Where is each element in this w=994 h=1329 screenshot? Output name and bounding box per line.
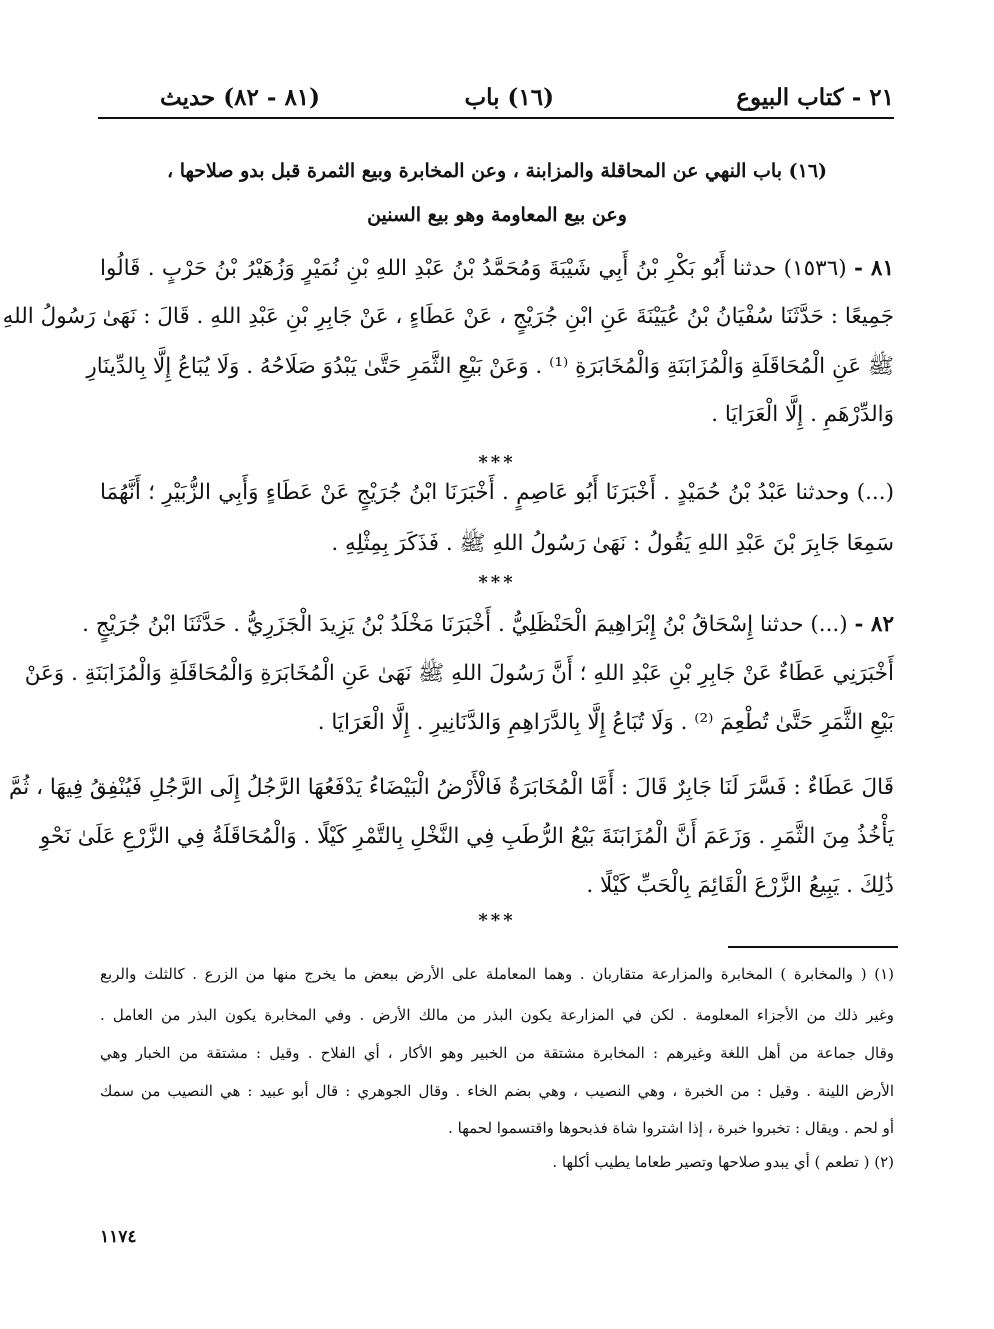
page-number: ١١٧٤: [100, 1227, 137, 1247]
footnote-line-3: وقال جماعة من أهل اللغة وغيرهم : المخابرة مشتقة من الخبير وهو الأكار ، أي الفلاح . وقيل : مشتقة من الخبار وهي: [100, 1044, 894, 1062]
footnote-rule: [728, 946, 898, 948]
hadith-82-line-3: بَيْعِ الثَّمَرِ حَتَّىٰ تُطْعِمَ ⁽²⁾ . وَلَا تُبَاعُ إِلَّا بِالدَّرَاهِمِ وَالدَّنَانِيرِ . إِلَّا الْعَرَايَا .: [317, 710, 894, 735]
separator-stars-3: ***: [478, 910, 516, 931]
hadith-81-number: ٨١ -: [854, 256, 894, 281]
hadith-82-line-1-text: (...) حدثنا إِسْحَاقُ بْنُ إِبْرَاهِيمَ الْحَنْظَلِيُّ . أَخْبَرَنَا مَخْلَدُ بْنُ يَزِيدَ الْجَزَرِيُّ . حَدَّثَنَا ابْنُ جُرَيْجٍ .: [82, 612, 848, 637]
separator-stars-1: ***: [478, 452, 516, 473]
hadith-81-line-1-text: (١٥٣٦) حدثنا أَبُو بَكْرِ بْنُ أَبِي شَيْبَةَ وَمُحَمَّدُ بْنُ عَبْدِ اللهِ بْنِ نُمَيْرٍ وَزُهَيْرُ بْنُ حَرْبٍ . قَالُوا: [100, 256, 847, 281]
hadith-81-line-3: ﷺ عَنِ الْمُحَاقَلَةِ وَالْمُزَابَنَةِ وَالْمُخَابَرَةِ ⁽¹⁾ . وَعَنْ بَيْعِ الثَّمَرِ حَتَّىٰ يَبْدُوَ صَلَاحُهُ . وَلَا يُبَاعُ إِلَّا بِالدِّينَارِ: [86, 354, 894, 379]
hadith-81-line-1: [100, 256, 894, 281]
chapter-title-line-1: (١٦) باب النهي عن المحاقلة والمزابنة ، وعن المخابرة وبيع الثمرة قبل بدو صلاحها ،: [166, 160, 828, 182]
section-4-line-1: قَالَ عَطَاءٌ : فَسَّرَ لَنَا جَابِرٌ قَالَ : أَمَّا الْمُخَابَرَةُ فَالْأَرْضُ الْبَيْضَاءُ يَدْفَعُهَا الرَّجُلُ إِلَى الرَّجُلِ فَيُنْفِقُ فِيهَا ، ثُمَّ: [8, 775, 894, 800]
hadith-82-line-2: أَخْبَرَنِي عَطَاءٌ عَنْ جَابِرِ بْنِ عَبْدِ اللهِ ؛ أَنَّ رَسُولَ اللهِ ﷺ نَهَىٰ عَنِ الْمُخَابَرَةِ وَالْمُحَاقَلَةِ وَالْمُزَابَنَةِ . وَعَنْ: [24, 661, 894, 686]
footnote-line-5: أو لحم . ويقال : تخبروا خبرة ، إذا اشتروا شاة فذبحوها واقتسموا لحمها .: [448, 1119, 894, 1137]
hadith-82-line-1: [82, 612, 894, 637]
chapter-title-line-2: وعن بيع المعاومة وهو بيع السنين: [367, 204, 627, 226]
section-2-line-2: سَمِعَا جَابِرَ بْنَ عَبْدِ اللهِ يَقُولُ : نَهَىٰ رَسُولُ اللهِ ﷺ . فَذَكَرَ بِمِثْلِهِ .: [331, 531, 894, 556]
footnote-line-1: (١) ( والمخابرة ) المخابرة والمزارعة متقاربان . وهما المعاملة على الأرض ببعض ما يخرج منها من الزرع . كالثلث والربع: [100, 965, 894, 983]
section-2-line-1: (...) وحدثنا عَبْدُ بْنُ حُمَيْدٍ . أَخْبَرَنَا أَبُو عَاصِمٍ . أَخْبَرَنَا ابْنُ جُرَيْجٍ عَنْ عَطَاءٍ وَأَبِي الزُّبَيْرِ ؛ أَنَّهُمَا: [100, 480, 894, 505]
section-4-line-3: ذَٰلِكَ . يَبِيعُ الزَّرْعَ الْقَائِمَ بِالْحَبِّ كَيْلًا .: [586, 873, 894, 898]
header-rule: [98, 117, 894, 119]
running-header-hadith-range: (٨١ - ٨٢) حديث: [160, 84, 321, 111]
hadith-81-line-2: جَمِيعًا : حَدَّثَنَا سُفْيَانُ بْنُ عُيَيْنَةَ عَنِ ابْنِ جُرَيْجٍ ، عَنْ عَطَاءٍ ، عَنْ جَابِرِ بْنِ عَبْدِ اللهِ . قَالَ : نَهَىٰ رَسُولُ اللهِ: [2, 304, 894, 329]
footnote-line-2: وغير ذلك من الأجزاء المعلومة . لكن في المزارعة يكون البذر من مالك الأرض . وفي المخابرة يكون البذر من العامل .: [100, 1006, 894, 1024]
section-4-line-2: يَأْخُذُ مِنَ الثَّمَرِ . وَزَعَمَ أَنَّ الْمُزَابَنَةَ بَيْعُ الرُّطَبِ فِي النَّخْلِ بِالتَّمْرِ كَيْلًا . وَالْمُحَاقَلَةُ فِي الزَّرْعِ عَلَىٰ نَحْوِ: [39, 824, 894, 849]
hadith-81-line-4: وَالدِّرْهَمِ . إِلَّا الْعَرَايَا .: [711, 402, 894, 427]
footnote-line-6: (٢) ( تطعم ) أي يبدو صلاحها وتصير طعاما يطيب أكلها .: [552, 1153, 894, 1171]
running-header-chapter: (١٦) باب: [464, 84, 554, 111]
running-header-book: ٢١ - كتاب البيوع: [736, 84, 894, 111]
footnote-line-4: الأرض اللينة . وقيل : من الخبرة ، وهي النصيب ، وهي بضم الخاء . وقال الجوهري : قال أبو عبيد : هي النصيب من سمك: [100, 1082, 894, 1100]
hadith-82-number: ٨٢ -: [854, 612, 894, 637]
separator-stars-2: ***: [478, 572, 516, 593]
